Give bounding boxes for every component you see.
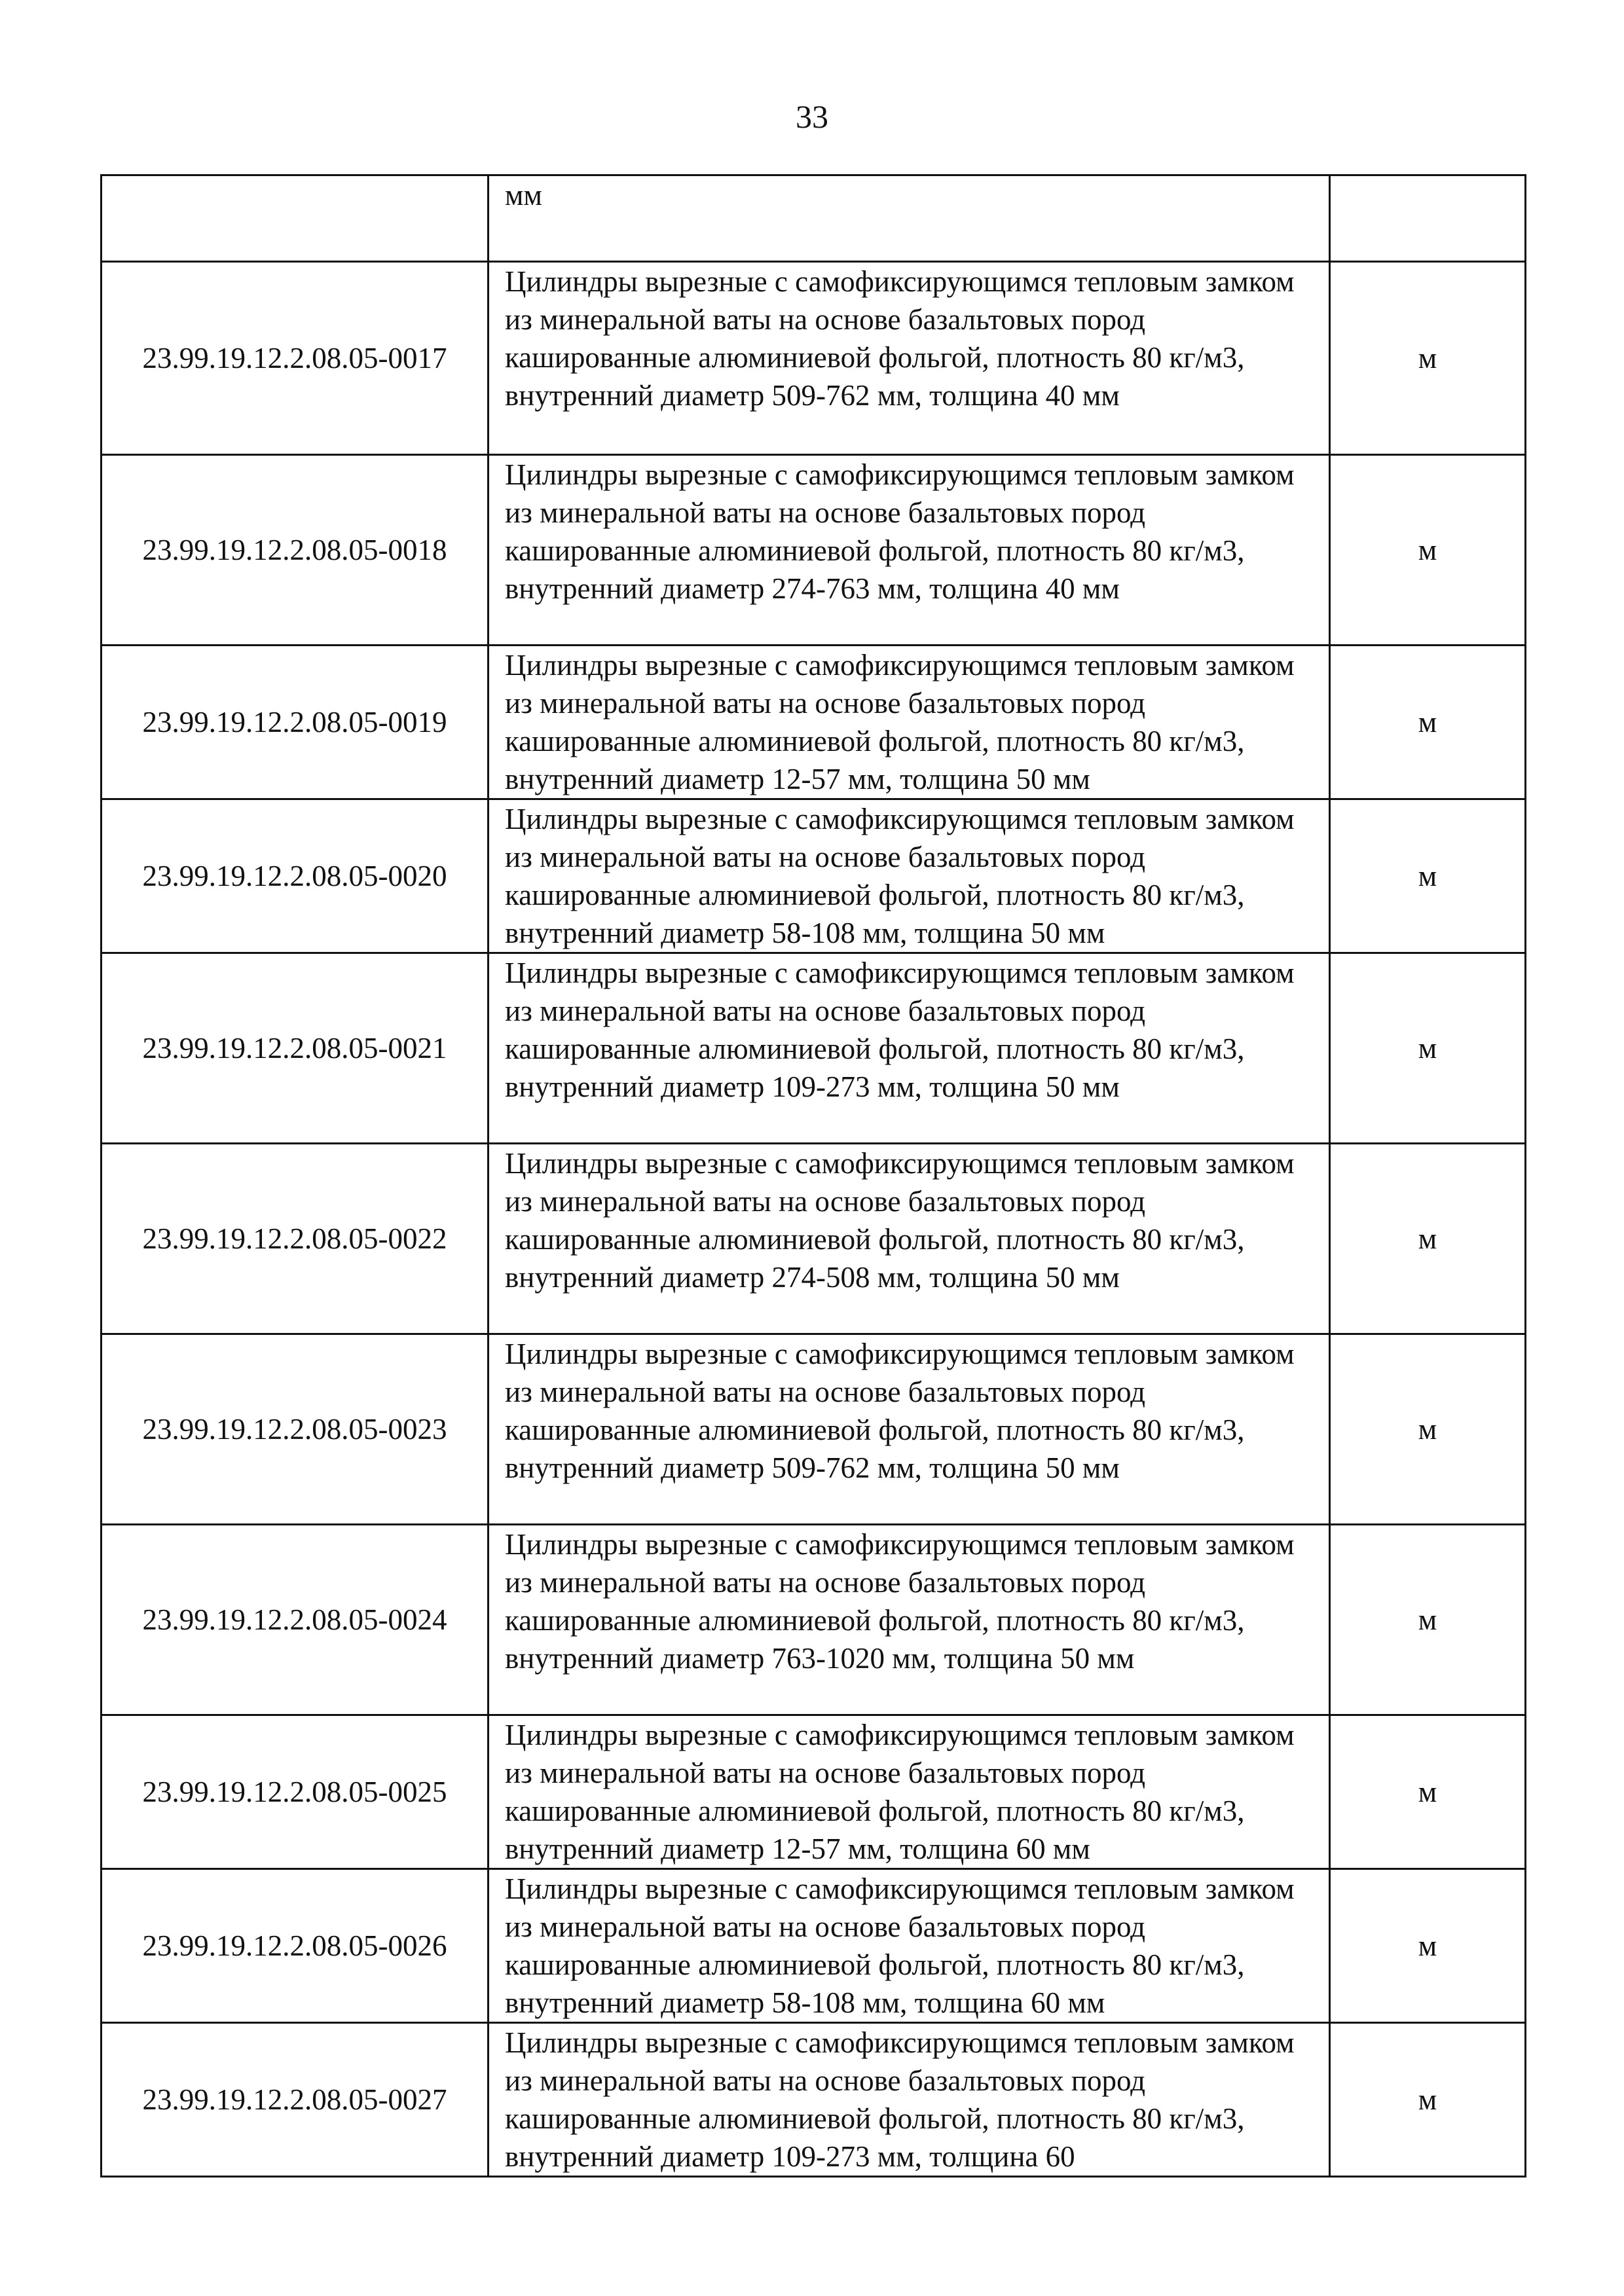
description-text: Цилиндры вырезные с самофиксирующимся тепловым замком из минеральной ваты на основе базальтовых пород кашированные алюминиевой фольгой, плотность 80 кг/м3, внутренний диаметр 274-763 мм, толщина 40 мм [505,458,1295,605]
table-row [101,1869,1526,2023]
description-text: Цилиндры вырезные с самофиксирующимся тепловым замком из минеральной ваты на основе базальтовых пород кашированные алюминиевой фольгой, плотность 80 кг/м3, внутренний диаметр 12-57 мм, толщина 60 мм [505,1719,1295,1865]
unit-cell: м [1330,1715,1526,1869]
table-row [101,1144,1526,1334]
table-row [101,1525,1526,1715]
description-cell [489,1525,1330,1715]
unit-cell: м [1330,1144,1526,1334]
table-row [101,953,1526,1144]
unit-cell: м [1330,1334,1526,1525]
description-text: Цилиндры вырезные с самофиксирующимся тепловым замком из минеральной ваты на основе базальтовых пород кашированные алюминиевой фольгой, плотность 80 кг/м3, внутренний диаметр 58-108 мм, толщина 50 мм [505,803,1295,949]
code-cell: 23.99.19.12.2.08.05-0017 [101,262,489,455]
table-row [101,799,1526,953]
code-cell: 23.99.19.12.2.08.05-0019 [101,646,489,799]
description-cell [489,1715,1330,1869]
code-cell: 23.99.19.12.2.08.05-0027 [101,2023,489,2177]
description-text: Цилиндры вырезные с самофиксирующимся тепловым замком из минеральной ваты на основе базальтовых пород кашированные алюминиевой фольгой, плотность 80 кг/м3, внутренний диаметр 763-1020 мм, толщина 50 мм [505,1528,1295,1675]
description-cell [489,1144,1330,1334]
code-cell: 23.99.19.12.2.08.05-0021 [101,953,489,1144]
description-text: мм [505,179,542,211]
unit-cell: м [1330,262,1526,455]
description-text: Цилиндры вырезные с самофиксирующимся тепловым замком из минеральной ваты на основе базальтовых пород кашированные алюминиевой фольгой, плотность 80 кг/м3, внутренний диаметр 109-273 мм, толщина 50 мм [505,957,1295,1103]
description-text: Цилиндры вырезные с самофиксирующимся тепловым замком из минеральной ваты на основе базальтовых пород кашированные алюминиевой фольгой, плотность 80 кг/м3, внутренний диаметр 58-108 мм, толщина 60 мм [505,1872,1295,2019]
table-row [101,262,1526,455]
description-cell [489,262,1330,455]
description-cell [489,646,1330,799]
code-cell: 23.99.19.12.2.08.05-0025 [101,1715,489,1869]
description-text: Цилиндры вырезные с самофиксирующимся тепловым замком из минеральной ваты на основе базальтовых пород кашированные алюминиевой фольгой, плотность 80 кг/м3, внутренний диаметр 12-57 мм, толщина 50 мм [505,649,1295,795]
table-row [101,1334,1526,1525]
description-cell [489,455,1330,646]
table-row [101,175,1526,262]
code-cell: 23.99.19.12.2.08.05-0020 [101,799,489,953]
unit-cell [1330,175,1526,262]
unit-cell: м [1330,455,1526,646]
description-text: Цилиндры вырезные с самофиксирующимся тепловым замком из минеральной ваты на основе базальтовых пород кашированные алюминиевой фольгой, плотность 80 кг/м3, внутренний диаметр 509-762 мм, толщина 50 мм [505,1338,1295,1484]
unit-cell: м [1330,953,1526,1144]
description-cell [489,799,1330,953]
description-cell [489,175,1330,262]
page-number: 33 [796,98,828,135]
resource-table [100,174,1526,2178]
table-row [101,2023,1526,2177]
unit-cell: м [1330,2023,1526,2177]
description-text: Цилиндры вырезные с самофиксирующимся тепловым замком из минеральной ваты на основе базальтовых пород кашированные алюминиевой фольгой, плотность 80 кг/м3, внутренний диаметр 509-762 мм, толщина 40 мм [505,265,1295,412]
unit-cell: м [1330,646,1526,799]
description-text: Цилиндры вырезные с самофиксирующимся тепловым замком из минеральной ваты на основе базальтовых пород кашированные алюминиевой фольгой, плотность 80 кг/м3, внутренний диаметр 109-273 мм, толщина 60 [505,2026,1295,2173]
code-cell: 23.99.19.12.2.08.05-0018 [101,455,489,646]
description-cell [489,1869,1330,2023]
description-text: Цилиндры вырезные с самофиксирующимся тепловым замком из минеральной ваты на основе базальтовых пород кашированные алюминиевой фольгой, плотность 80 кг/м3, внутренний диаметр 274-508 мм, толщина 50 мм [505,1147,1295,1294]
code-cell: 23.99.19.12.2.08.05-0026 [101,1869,489,2023]
unit-cell: м [1330,1525,1526,1715]
unit-cell: м [1330,1869,1526,2023]
code-cell: 23.99.19.12.2.08.05-0023 [101,1334,489,1525]
table-row [101,455,1526,646]
unit-cell: м [1330,799,1526,953]
description-cell [489,953,1330,1144]
code-cell: 23.99.19.12.2.08.05-0024 [101,1525,489,1715]
code-cell: 23.99.19.12.2.08.05-0022 [101,1144,489,1334]
code-cell [101,175,489,262]
table-row [101,1715,1526,1869]
description-cell [489,2023,1330,2177]
table-row [101,646,1526,799]
description-cell [489,1334,1330,1525]
